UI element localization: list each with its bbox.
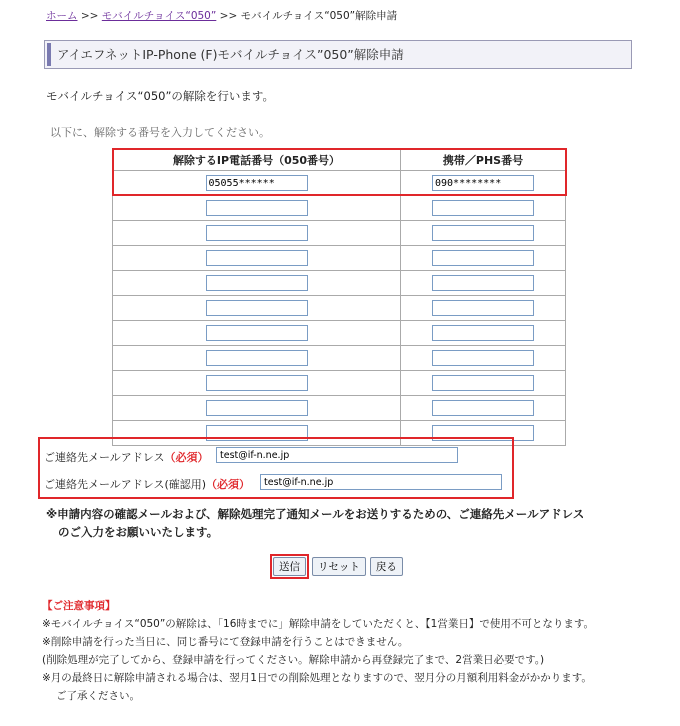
cautions-heading: 【ご注意事項】 [42, 600, 116, 612]
ip-number-input[interactable] [206, 275, 308, 291]
ip-number-cell [113, 396, 401, 421]
mobile-number-cell [401, 321, 566, 346]
column-header-ip-number: 解除するIP電話番号（050番号） [113, 149, 401, 171]
ip-number-cell [113, 171, 401, 196]
form-buttons [270, 554, 407, 579]
table-row [113, 221, 566, 246]
table-row [113, 321, 566, 346]
mobile-number-input[interactable] [432, 175, 534, 191]
mobile-number-input[interactable] [432, 200, 534, 216]
mobile-number-cell [401, 371, 566, 396]
mobile-number-cell [401, 271, 566, 296]
table-row [113, 246, 566, 271]
breadcrumb-current: モバイルチョイス“050”解除申請 [240, 10, 398, 22]
breadcrumb-parent-link[interactable]: モバイルチョイス“050” [101, 10, 217, 22]
mobile-number-cell [401, 246, 566, 271]
email-note-line: のご入力をお願いいたします。 [58, 525, 219, 539]
ip-number-cell [113, 196, 401, 221]
ip-number-input[interactable] [206, 375, 308, 391]
ip-number-cell [113, 221, 401, 246]
table-row [113, 171, 566, 196]
ip-number-input[interactable] [206, 200, 308, 216]
mobile-number-cell [401, 171, 566, 196]
ip-number-input[interactable] [206, 175, 308, 191]
email-confirm-input[interactable] [260, 474, 502, 490]
email-note-line: ※申請内容の確認メールおよび、解除処理完了通知メールをお送りするための、ご連絡先メールアドレス [46, 507, 585, 521]
page-title: アイエフネットIP-Phone (F)モバイルチョイス”050”解除申請 [47, 43, 629, 66]
required-mark: （必須） [206, 478, 251, 491]
breadcrumb-separator: >> [219, 10, 238, 22]
caution-line: ※月の最終日に解除申請される場合は、翌月1日での削除処理となりますので、翌月分の月額利用料金がかかります。 [42, 672, 592, 684]
mobile-number-input[interactable] [432, 275, 534, 291]
email-input[interactable] [216, 447, 458, 463]
mobile-number-input[interactable] [432, 350, 534, 366]
table-row [113, 196, 566, 221]
submit-button[interactable]: 送信 [273, 557, 306, 576]
ip-number-cell [113, 271, 401, 296]
mobile-number-input[interactable] [432, 300, 534, 316]
mobile-number-cell [401, 196, 566, 221]
table-row [113, 371, 566, 396]
mobile-number-cell [401, 296, 566, 321]
mobile-number-input[interactable] [432, 400, 534, 416]
mobile-number-input[interactable] [432, 225, 534, 241]
ip-number-input[interactable] [206, 250, 308, 266]
page-description: モバイルチョイス“050”の解除を行います。 [46, 89, 274, 103]
page-title-box [44, 40, 632, 69]
email-confirm-row [44, 476, 250, 492]
ip-number-cell [113, 296, 401, 321]
table-row [113, 271, 566, 296]
caution-line: ※モバイルチョイス“050”の解除は、「16時までに」解除申請をしていただくと、【1営業日】で使用不可となります。 [42, 618, 594, 630]
breadcrumb [46, 8, 397, 23]
table-row [113, 346, 566, 371]
caution-line: (削除処理が完了してから、登録申請を行ってください。解除申請から再登録完了まで、2営業日必要です。) [42, 654, 545, 666]
ip-number-cell [113, 346, 401, 371]
column-header-mobile-number: 携帯／PHS番号 [401, 149, 566, 171]
mobile-number-input[interactable] [432, 375, 534, 391]
reset-button[interactable]: リセット [312, 557, 366, 576]
mobile-number-cell [401, 396, 566, 421]
email-section [38, 437, 514, 499]
email-label: ご連絡先メールアドレス [44, 451, 165, 464]
table-row [113, 296, 566, 321]
mobile-number-input[interactable] [432, 325, 534, 341]
submit-highlight [270, 554, 309, 579]
ip-number-input[interactable] [206, 325, 308, 341]
ip-number-input[interactable] [206, 300, 308, 316]
cautions-section [42, 597, 680, 705]
ip-number-cell [113, 246, 401, 271]
ip-number-input[interactable] [206, 400, 308, 416]
caution-line: ご了承ください。 [56, 690, 140, 702]
breadcrumb-separator: >> [80, 10, 99, 22]
ip-number-input[interactable] [206, 350, 308, 366]
breadcrumb-home-link[interactable]: ホーム [46, 10, 78, 22]
email-confirm-label: ご連絡先メールアドレス(確認用) [44, 478, 207, 491]
email-note [46, 505, 666, 541]
mobile-number-input[interactable] [432, 250, 534, 266]
required-mark: （必須） [164, 451, 209, 464]
mobile-number-cell [401, 221, 566, 246]
instruction-text: 以下に、解除する番号を入力してください。 [50, 126, 270, 139]
back-button[interactable]: 戻る [370, 557, 403, 576]
ip-number-cell [113, 371, 401, 396]
mobile-number-cell [401, 346, 566, 371]
ip-number-input[interactable] [206, 225, 308, 241]
table-row [113, 396, 566, 421]
email-row [44, 449, 208, 465]
ip-number-cell [113, 321, 401, 346]
caution-line: ※削除申請を行った当日に、同じ番号にて登録申請を行うことはできません。 [42, 636, 409, 648]
number-table [112, 148, 566, 446]
